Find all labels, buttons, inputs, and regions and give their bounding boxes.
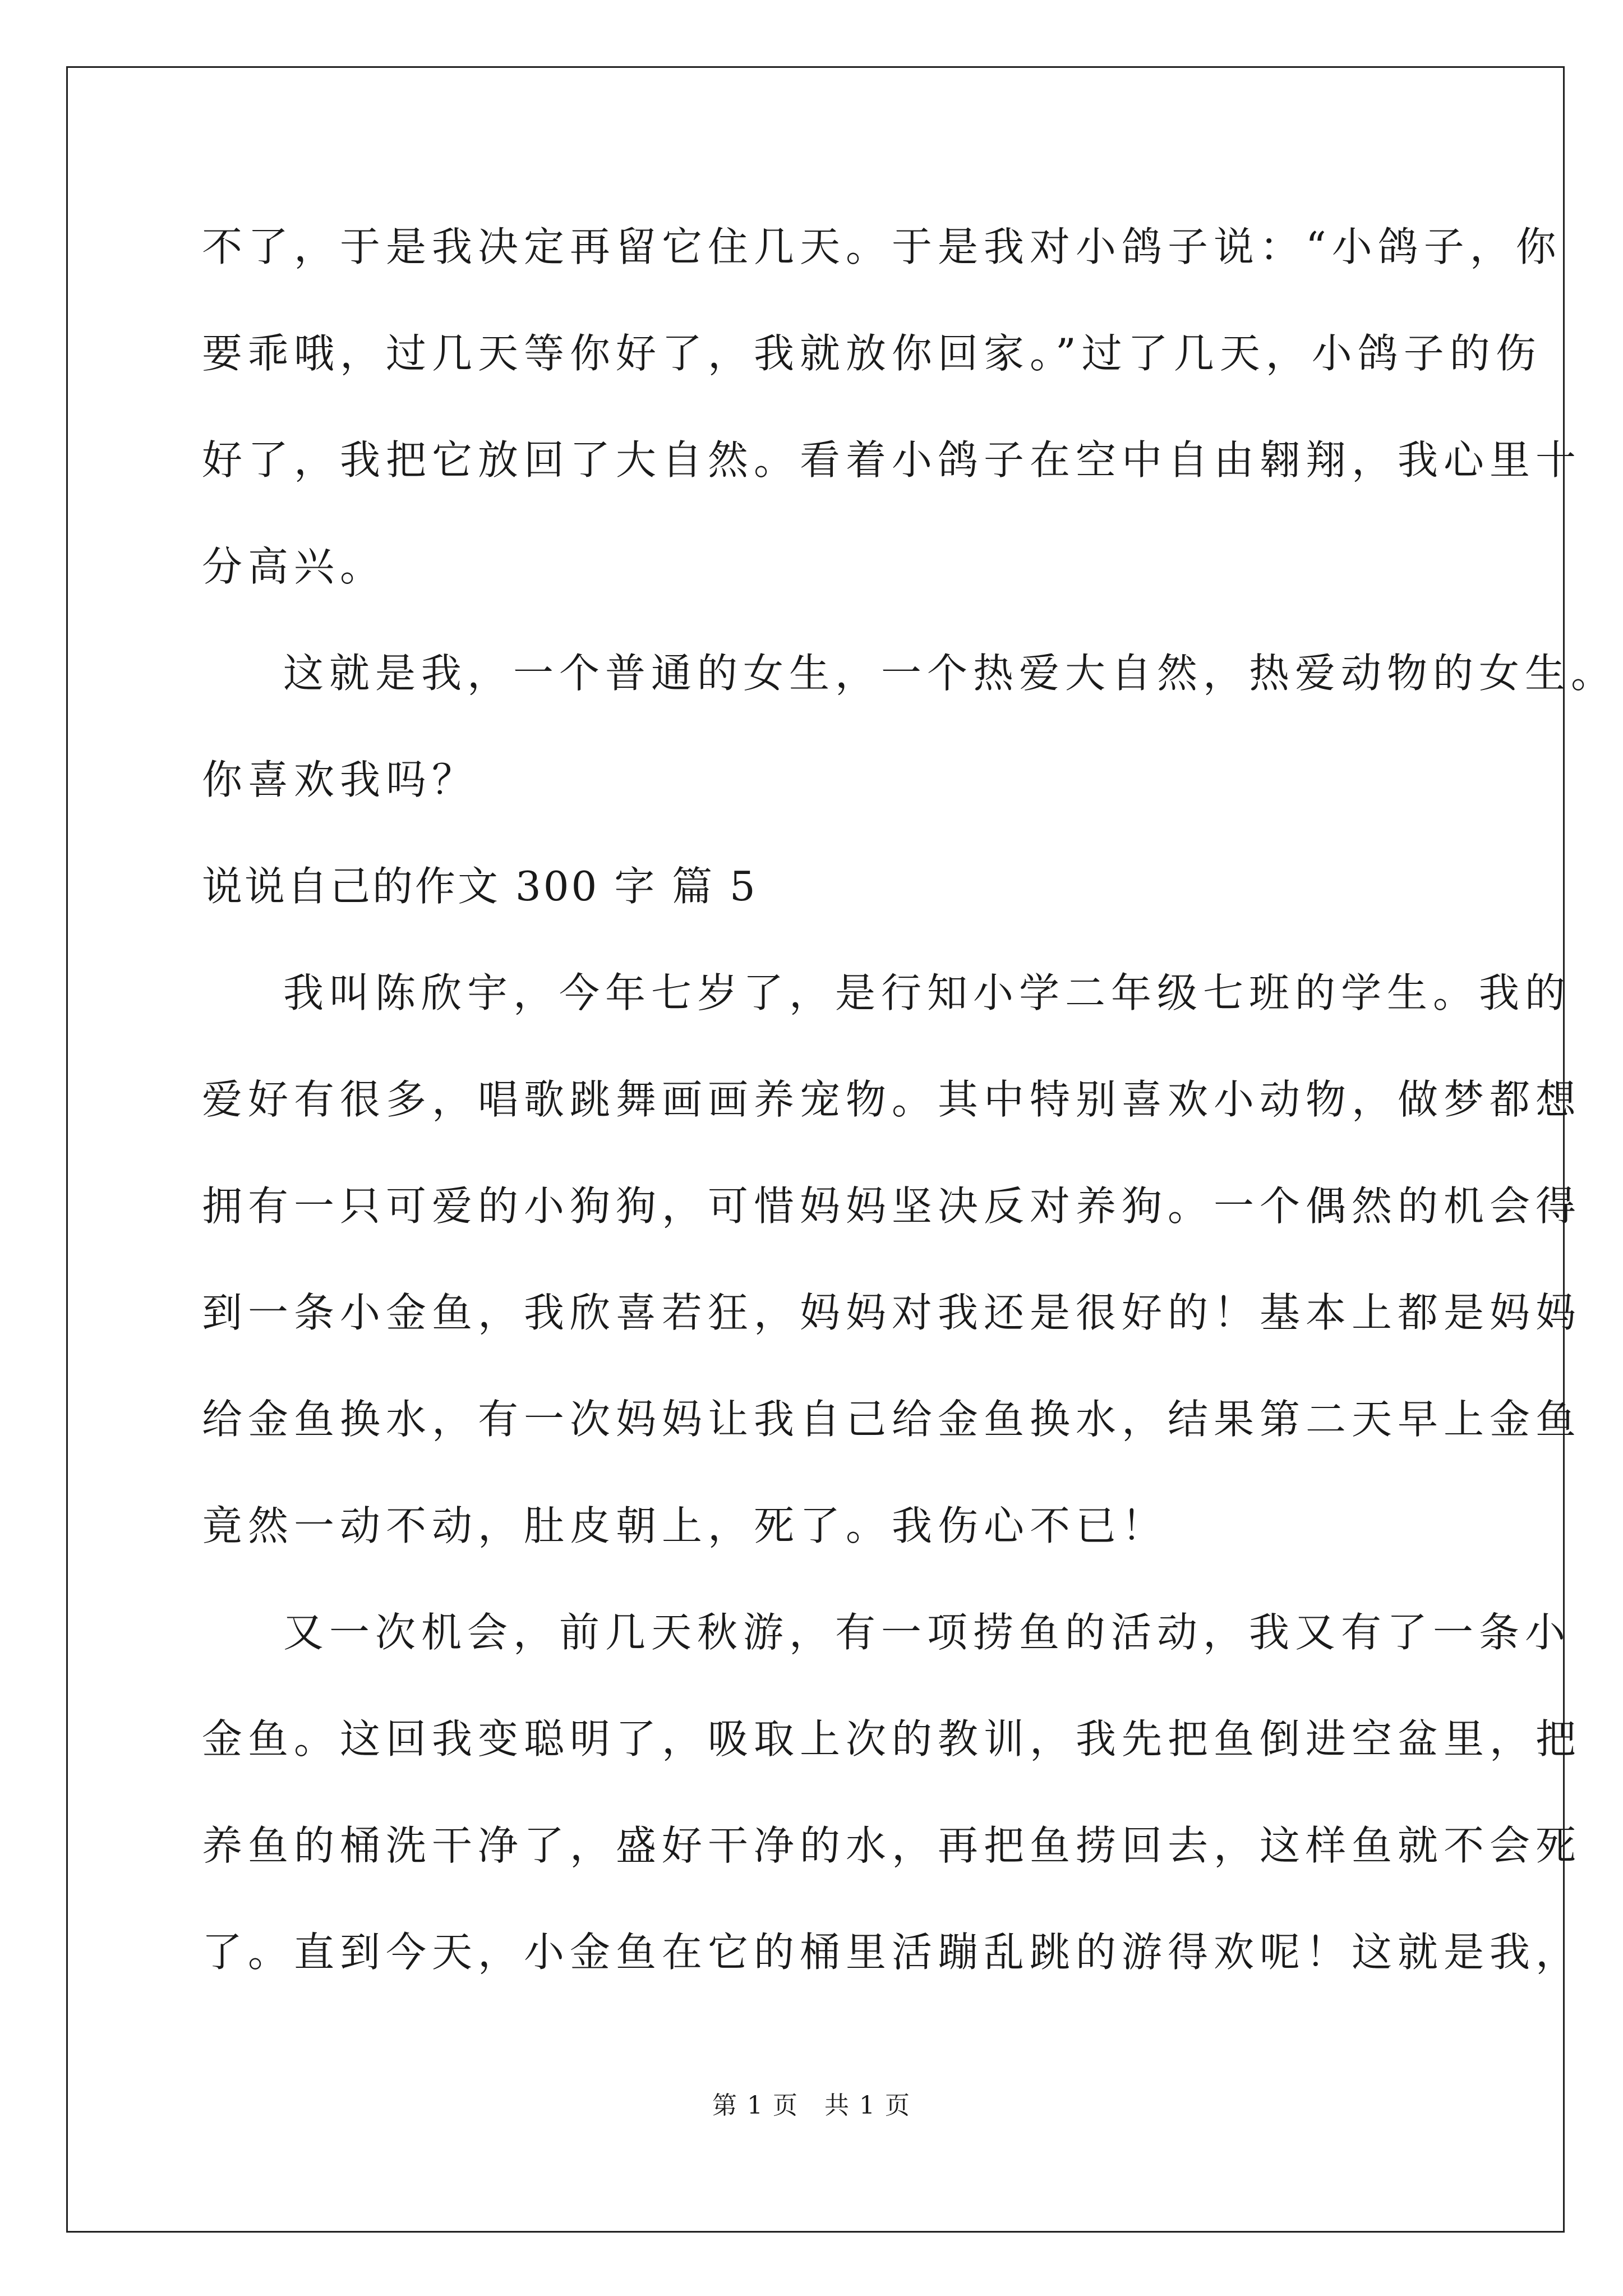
body-line-2: 要乖哦，过几天等你好了，我就放你回家。”过了几天，小鸽子的伤 xyxy=(202,330,1542,377)
page-number: 第 1 页 xyxy=(712,2091,799,2120)
body-line-6: 你喜欢我吗？ xyxy=(202,756,478,803)
body-line-1: 不了，于是我决定再留它住几天。于是我对小鸽子说：“小鸽子，你 xyxy=(202,223,1562,270)
body-line-14: 又一次机会，前几天秋游，有一项捞鱼的活动，我又有了一条小 xyxy=(283,1609,1571,1656)
body-line-16: 养鱼的桶洗干净了，盛好干净的水，再把鱼捞回去，这样鱼就不会死 xyxy=(202,1822,1582,1869)
body-line-5: 这就是我，一个普通的女生，一个热爱大自然，热爱动物的女生。 xyxy=(283,650,1617,697)
body-line-17: 了。直到今天，小金鱼在它的桶里活蹦乱跳的游得欢呢！这就是我， xyxy=(202,1929,1582,1976)
body-line-4: 分高兴。 xyxy=(202,543,386,590)
body-line-13: 竟然一动不动，肚皮朝上，死了。我伤心不已！ xyxy=(202,1502,1168,1549)
body-line-8: 我叫陈欣宇，今年七岁了，是行知小学二年级七班的学生。我的 xyxy=(283,969,1571,1016)
body-line-11: 到一条小金鱼，我欣喜若狂，妈妈对我还是很好的！基本上都是妈妈 xyxy=(202,1289,1582,1336)
page-footer xyxy=(0,2090,1623,2122)
page-total: 共 1 页 xyxy=(824,2091,911,2120)
section-heading: 说说自己的作文 300 字 篇 5 xyxy=(202,863,758,910)
page-border xyxy=(66,66,1565,2233)
body-line-12: 给金鱼换水，有一次妈妈让我自己给金鱼换水，结果第二天早上金鱼 xyxy=(202,1396,1582,1443)
body-line-10: 拥有一只可爱的小狗狗，可惜妈妈坚决反对养狗。一个偶然的机会得 xyxy=(202,1182,1582,1230)
body-line-9: 爱好有很多，唱歌跳舞画画养宠物。其中特别喜欢小动物，做梦都想 xyxy=(202,1076,1582,1123)
body-line-3: 好了，我把它放回了大自然。看着小鸽子在空中自由翱翔，我心里十 xyxy=(202,436,1582,484)
body-line-15: 金鱼。这回我变聪明了，吸取上次的教训，我先把鱼倒进空盆里，把 xyxy=(202,1715,1582,1763)
